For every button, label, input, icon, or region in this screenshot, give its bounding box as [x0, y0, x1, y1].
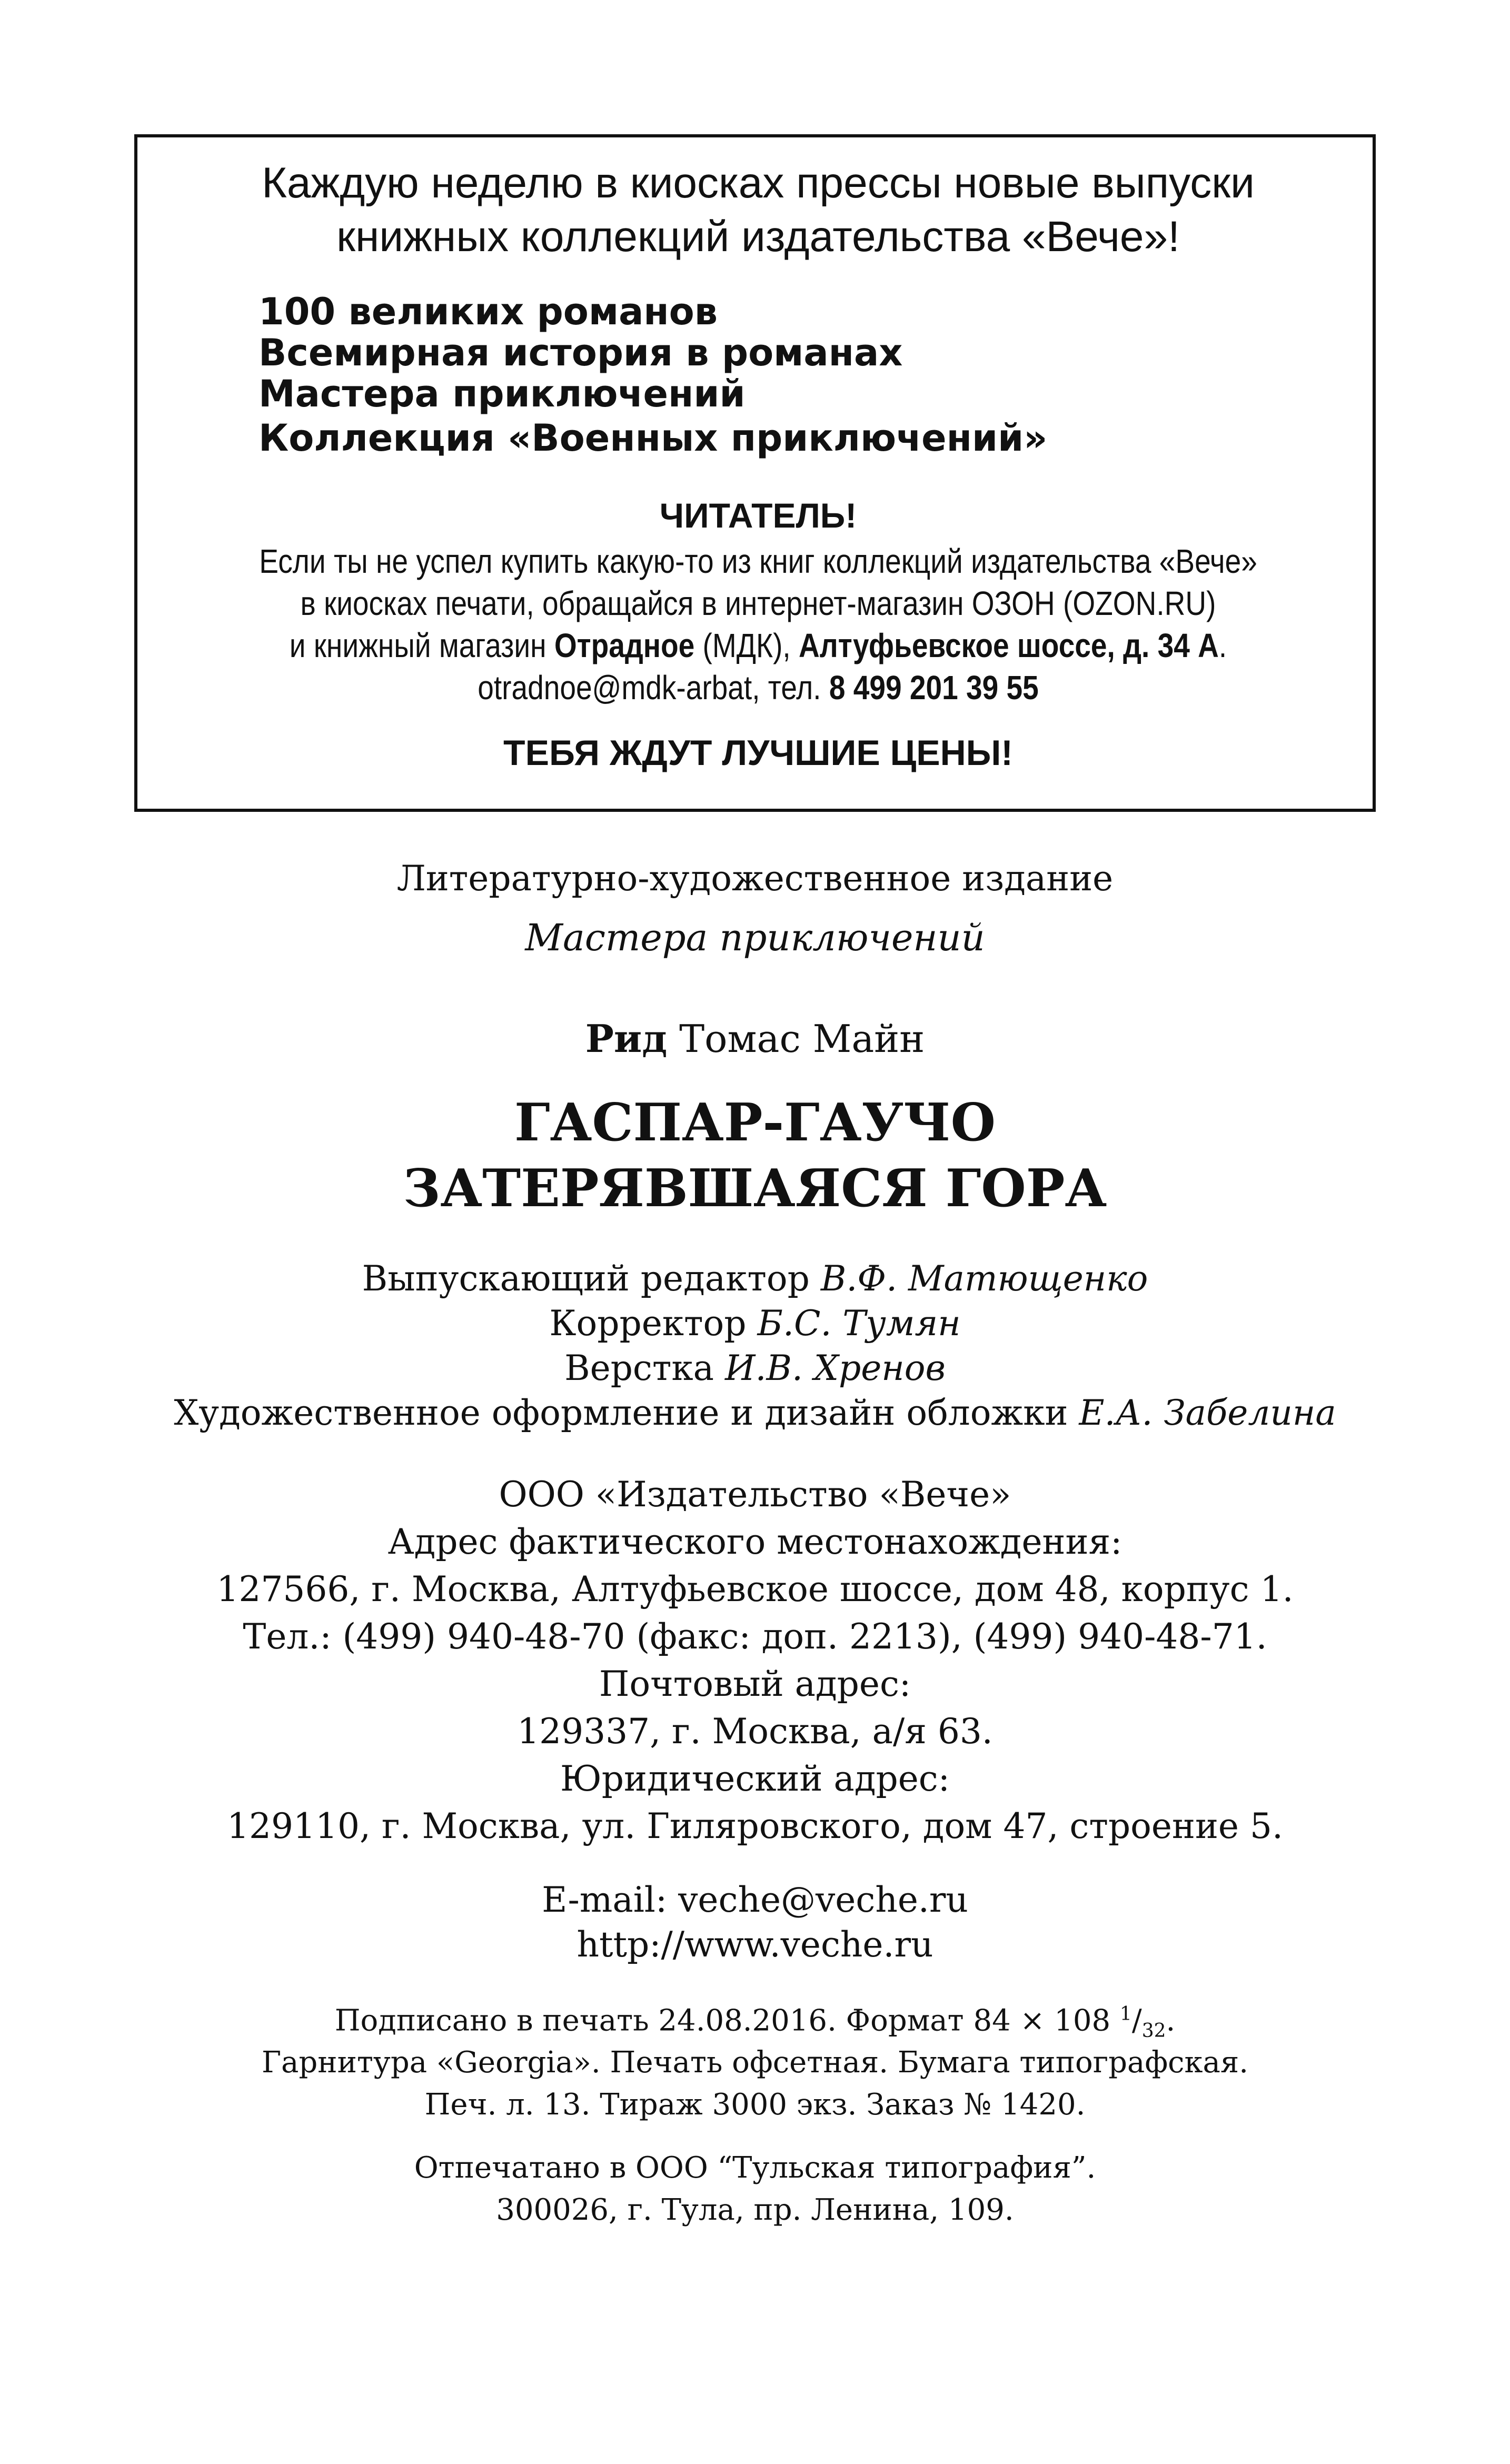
collection-item: Коллекция «Военных приключений»	[259, 416, 1048, 460]
publisher-line: Тел.: (499) 940-48-70 (факс: доп. 2213), (499) 940-48-71.	[243, 1616, 1267, 1657]
staff-line	[0, 1258, 1510, 1299]
promo-text: (МДК),	[694, 627, 799, 664]
promo-body-line-4	[224, 668, 1292, 707]
shop-address: Алтуфьевское шоссе, д. 34 А	[798, 627, 1219, 664]
imprint-line: Гарнитура «Georgia». Печать офсетная. Бумага типографская.	[261, 2045, 1249, 2080]
author	[0, 1016, 1510, 1061]
publisher-line: 127566, г. Москва, Алтуфьевское шоссе, дом 48, корпус 1.	[216, 1569, 1294, 1609]
book-title-1: ГАСПАР-ГАУЧО	[514, 1092, 996, 1153]
publisher-line: 129110, г. Москва, ул. Гиляровского, дом 47, строение 5.	[227, 1806, 1283, 1846]
publisher-name: ООО «Издательство «Вече»	[499, 1474, 1011, 1515]
promo-body-line-2: в киосках печати, обращайся в интернет-магазин ОЗОН (OZON.RU)	[300, 584, 1216, 622]
collection-item: 100 великих романов	[259, 290, 718, 333]
publisher-line: Почтовый адрес:	[599, 1664, 911, 1704]
staff-line	[0, 1303, 1510, 1344]
staff-role: Художественное оформление и дизайн обложки	[174, 1393, 1079, 1433]
edition-genre: Литературно-художественное издание	[396, 858, 1114, 899]
promo-body-line-1: Если ты не успел купить какую-то из книг коллекций издательства «Вече»	[259, 542, 1257, 580]
imprint-signed: Подписано в печать 24.08.2016. Формат 84 × 108 $^1/_{32}$.	[334, 2003, 1176, 2042]
format-denominator: 32	[1141, 2020, 1166, 2042]
reader-heading: ЧИТАТЕЛЬ!	[659, 496, 857, 535]
book-title-2: ЗАТЕРЯВШАЯСЯ ГОРА	[403, 1158, 1107, 1219]
printer-line: Отпечатано в ООО “Тульская типография”.	[414, 2151, 1096, 2185]
edition-series: Мастера приключений	[525, 916, 985, 959]
author-surname: Рид	[585, 1016, 668, 1061]
publisher-website: http://www.veche.ru	[577, 1924, 933, 1965]
promo-text: .	[1218, 627, 1227, 664]
publisher-line: Адрес фактического местонахождения:	[388, 1522, 1122, 1562]
promo-headline-line-1: Каждую неделю в киосках прессы новые выпуски	[262, 159, 1255, 207]
author-given-name: Томас Майн	[667, 1017, 925, 1061]
promo-headline-line-2: книжных коллекций издательства «Вече»!	[336, 213, 1180, 261]
imprint-text: .	[1166, 2003, 1176, 2038]
staff-name: И.В. Хренов	[724, 1348, 946, 1388]
staff-name: Б.С. Тумян	[757, 1303, 961, 1344]
shop-phone: 8 499 201 39 55	[829, 669, 1039, 707]
staff-name: Е.А. Забелина	[1079, 1393, 1336, 1433]
imprint-line: Печ. л. 13. Тираж 3000 экз. Заказ № 1420.	[424, 2088, 1086, 2122]
staff-role: Выпускающий редактор	[362, 1258, 821, 1299]
collection-item: Мастера приключений	[259, 372, 746, 415]
staff-name: В.Ф. Матющенко	[820, 1258, 1148, 1299]
publisher-email: E-mail: veche@veche.ru	[542, 1880, 968, 1920]
printer-line: 300026, г. Тула, пр. Ленина, 109.	[496, 2193, 1014, 2227]
promo-text: и книжный магазин	[289, 627, 554, 664]
shop-email: otradnoe@mdk-arbat, тел.	[478, 669, 829, 707]
publisher-line: 129337, г. Москва, а/я 63.	[517, 1711, 993, 1752]
publisher-line: Юридический адрес:	[560, 1758, 950, 1799]
promo-box	[134, 134, 1376, 812]
format-numerator: 1	[1119, 2003, 1132, 2025]
shop-name: Отрадное	[554, 627, 695, 664]
imprint-text: Подписано в печать 24.08.2016. Формат 84 × 108	[334, 2003, 1120, 2038]
promo-closing: ТЕБЯ ЖДУТ ЛУЧШИЕ ЦЕНЫ!	[503, 733, 1013, 773]
promo-body-line-3	[224, 626, 1292, 665]
staff-line	[0, 1393, 1510, 1433]
collection-item: Всемирная история в романах	[259, 331, 903, 374]
staff-role: Верстка	[564, 1348, 725, 1388]
staff-role: Корректор	[549, 1303, 758, 1344]
staff-line	[0, 1348, 1510, 1388]
